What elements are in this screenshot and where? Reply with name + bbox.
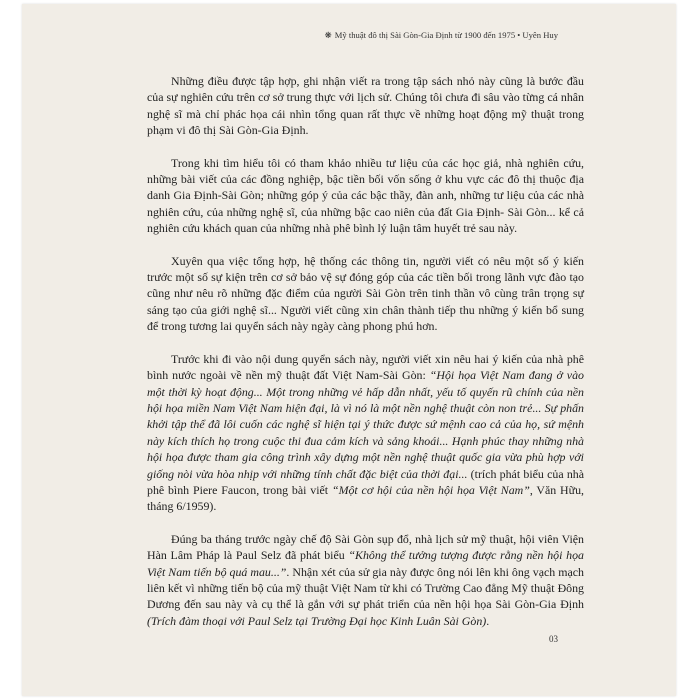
italic-quote-run: (Trích đàm thoại với Paul Selz tại Trường Đại học Kinh Luân Sài Gòn) [147,613,487,628]
italic-quote-run: “Một cơ hội của nền hội họa Việt Nam” [331,482,530,497]
text-run: . Nhận xét của sử gia này được ông nói lên khi ông vạch mạch liên kết vì những tiến bộ của mỹ thuật Việt Nam từ khi có Trường Cao đẳng Mỹ thuật Đông Dương đến sau này và cụ thể là gắn với sự phát triển của nền hội họa Sài Gòn-Gia Định [147,564,584,612]
text-run: Những điều được tập hợp, ghi nhận viết ra trong tập sách nhỏ này cũng là bước đầu của sự nghiên cứu trên cơ sở trung thực với lịch sử. Chúng tôi chưa đi sâu vào từng cá nhân nghệ sĩ mà chỉ phác họa cái nhìn tổng quan rất thực về những hoạt động mỹ thuật trong phạm vi đô thị Sài Gòn-Gia Định. [147,74,584,138]
italic-quote-run: “Không thể tưởng tượng được rằng nền hội họa Việt Nam tiến bộ quá mau...” [147,548,584,579]
text-run: , Văn Hữu, tháng 6/1959). [147,482,585,514]
paragraph [147,155,584,237]
paragraph [147,351,584,515]
page-number: 03 [549,634,558,644]
ornament-star-icon: ❋ [324,30,332,40]
paragraph [147,253,584,335]
running-head-text: Mỹ thuật đô thị Sài Gòn-Gia Định từ 1900 đến 1975 • Uyên Huy [334,30,558,40]
text-run: Xuyên qua việc tổng hợp, hệ thống các thông tin, người viết có nêu một số ý kiến trước một số sự kiện trên cơ sở bảo vệ sự đóng góp của các tiền bối trong lãnh vực đào tạo cũng như nêu rõ những đặc điểm của người Sài Gòn trên tinh thần vô cùng trân trọng sự sáng tạo của giới nghệ sĩ... Người viết cũng xin chân thành tiếp thu những ý kiến bổ sung để trong tương lai quyển sách này ngày càng phong phú hơn. [147,253,584,334]
running-header [325,30,558,41]
book-page [22,4,676,696]
paragraph [147,73,584,139]
text-run: . [486,613,490,628]
text-run: (trích phát biểu của nhà phê bình Piere Faucon, trong bài viết [147,466,584,497]
body-text [147,73,584,629]
italic-quote-run: “Hội họa Việt Nam đang ở vào một thời kỳ hoạt động... Một trong những vẻ hấp dẫn nhất, yếu tố quyến rũ chính của nền hội họa miền Nam Việt Nam hiện đại, là vì nó là một nền nghệ thuật còn non trẻ... Sự phấn khởi tập thể đã lôi cuốn các nghệ sĩ hiện tại ý thức được sứ mệnh cao cả của họ, sứ mệnh này kích thích họ trong cuộc thi đua cảm kích và sảng khoái... Hạnh phúc thay những nhà hội họa được tham gia công trình xây dựng một nền nghệ thuật quốc gia vừa phù hợp với giống nòi vừa hòa nhịp với những tính chất đặc biệt của thời đại... [147,368,584,481]
text-run: Đúng ba tháng trước ngày chế độ Sài Gòn sụp đổ, nhà lịch sử mỹ thuật, hội viên Viện Hàn Lâm Pháp là Paul Selz đã phát biểu [147,531,584,563]
text-run: Trong khi tìm hiểu tôi có tham khảo nhiều tư liệu của các học giả, nhà nghiên cứu, những bài viết của các đồng nghiệp, bậc tiền bối vốn sống ở khu vực các đô thị thuộc địa danh Gia Định-Sài Gòn; những góp ý của các bậc thầy, đàn anh, những tư liệu của các nhà nghiên cứu, của những nghệ sĩ, của những bậc cao niên của đất Gia Định- Sài Gòn... kể cả nghiên cứu khách quan của những nhà phê bình lý luận tâm huyết trẻ sau này. [147,155,584,236]
paragraph [147,531,584,629]
text-run: Trước khi đi vào nội dung quyển sách này, người viết xin nêu hai ý kiến của nhà phê bình nước ngoài về nền mỹ thuật đất Việt Nam-Sài Gòn: [147,351,584,383]
